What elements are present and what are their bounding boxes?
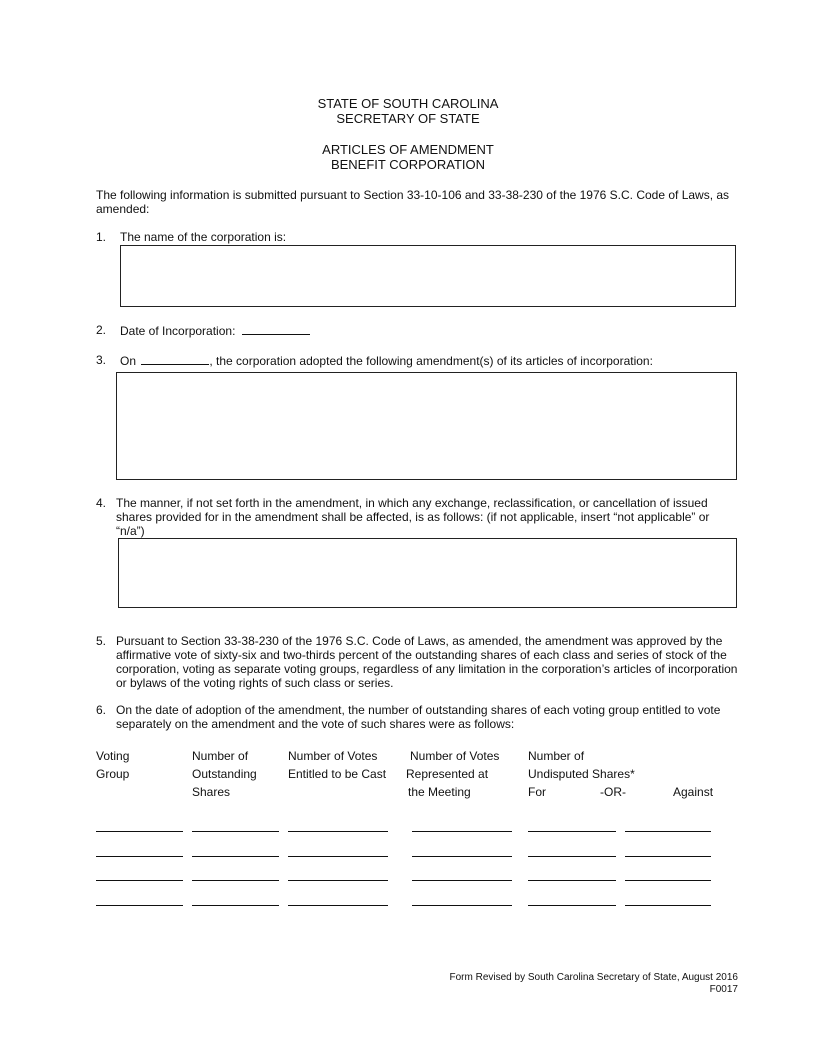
row1-voting-group-field[interactable] <box>96 831 183 832</box>
row2-votes-represented-field[interactable] <box>412 856 512 857</box>
row1-votes-against-field[interactable] <box>625 831 711 832</box>
header-undisputed-shares: Number of Undisputed Shares* <box>528 749 635 781</box>
item4-line1: The manner, if not set forth in the amendment, in which any exchange, reclassification, or cancellation of issued <box>116 496 708 510</box>
row1-votes-for-field[interactable] <box>528 831 616 832</box>
row3-votes-against-field[interactable] <box>625 880 711 881</box>
item6-number: 6. <box>96 703 107 717</box>
row3-votes-entitled-field[interactable] <box>288 880 388 881</box>
row1-outstanding-shares-field[interactable] <box>192 831 279 832</box>
item3-text: , the corporation adopted the following amendment(s) of its articles of incorporation: <box>209 354 653 368</box>
item3-number: 3. <box>96 353 107 367</box>
row4-outstanding-shares-field[interactable] <box>192 905 279 906</box>
share-exchange-box[interactable] <box>118 538 737 608</box>
header-secretary: SECRETARY OF STATE <box>336 111 480 126</box>
item3-prefix: On <box>120 354 137 368</box>
item4-line3: “n/a”) <box>116 524 145 538</box>
item6-line2: separately on the amendment and the vote of such shares were as follows: <box>116 717 515 731</box>
header-outstanding-shares: Number of Outstanding Shares <box>192 749 257 799</box>
row1-votes-represented-field[interactable] <box>412 831 512 832</box>
item5-line3: corporation, voting as separate voting groups, regardless of any limitation in the corporation’s articles of incorporation <box>116 662 738 676</box>
item5-number: 5. <box>96 634 107 648</box>
item1-number: 1. <box>96 230 107 244</box>
header-votes-entitled: Number of Votes Entitled to be Cast <box>288 749 387 781</box>
row3-outstanding-shares-field[interactable] <box>192 880 279 881</box>
item4-number: 4. <box>96 496 107 510</box>
row4-voting-group-field[interactable] <box>96 905 183 906</box>
header-or: -OR- <box>600 785 626 799</box>
row2-votes-against-field[interactable] <box>625 856 711 857</box>
intro-line1: The following information is submitted pursuant to Section 33-10-106 and 33-38-230 of the 1976 S.C. Code of Laws, as <box>96 188 730 202</box>
date-of-incorporation-field[interactable] <box>242 323 310 335</box>
item5-line1: Pursuant to Section 33-38-230 of the 1976 S.C. Code of Laws, as amended, the amendment was approved by the <box>116 634 723 648</box>
title-benefit: BENEFIT CORPORATION <box>330 157 486 172</box>
row4-votes-for-field[interactable] <box>528 905 616 906</box>
header-votes-represented: Number of Votes Represented at the Meeting <box>406 749 500 799</box>
header-voting-group: Voting Group <box>96 749 130 781</box>
row4-votes-entitled-field[interactable] <box>288 905 388 906</box>
item3-line <box>120 353 653 368</box>
item2-number: 2. <box>96 323 107 337</box>
row2-votes-entitled-field[interactable] <box>288 856 388 857</box>
header-state: STATE OF SOUTH CAROLINA <box>317 96 499 111</box>
item2-line <box>120 323 310 338</box>
row4-votes-represented-field[interactable] <box>412 905 512 906</box>
row3-voting-group-field[interactable] <box>96 880 183 881</box>
header-against: Against <box>673 785 714 799</box>
title-articles: ARTICLES OF AMENDMENT <box>322 142 494 157</box>
item5-line4: or bylaws of the voting rights of such class or series. <box>116 676 394 690</box>
footer-revision: Form Revised by South Carolina Secretary of State, August 2016 <box>449 972 738 983</box>
item5-line2: affirmative vote of sixty-six and two-thirds percent of the outstanding shares of each class and series of stock of the <box>116 648 727 662</box>
item6-line1: On the date of adoption of the amendment, the number of outstanding shares of each voting group entitled to vote <box>116 703 721 717</box>
item1-text: The name of the corporation is: <box>120 230 287 244</box>
date-of-incorporation-label: Date of Incorporation: <box>120 324 236 338</box>
header-for: For <box>528 785 546 799</box>
amendment-text-box[interactable] <box>116 372 737 480</box>
row1-votes-entitled-field[interactable] <box>288 831 388 832</box>
row3-votes-for-field[interactable] <box>528 880 616 881</box>
row3-votes-represented-field[interactable] <box>412 880 512 881</box>
item4-line2: shares provided for in the amendment shall be affected, is as follows: (if not applicable, insert “not applicable” or <box>116 510 710 524</box>
row4-votes-against-field[interactable] <box>625 905 711 906</box>
row2-votes-for-field[interactable] <box>528 856 616 857</box>
amendment-date-field[interactable] <box>141 353 209 365</box>
row2-outstanding-shares-field[interactable] <box>192 856 279 857</box>
row2-voting-group-field[interactable] <box>96 856 183 857</box>
footer-form-number: F0017 <box>709 984 738 995</box>
corporation-name-box[interactable] <box>120 245 736 307</box>
intro-line2: amended: <box>96 202 150 216</box>
